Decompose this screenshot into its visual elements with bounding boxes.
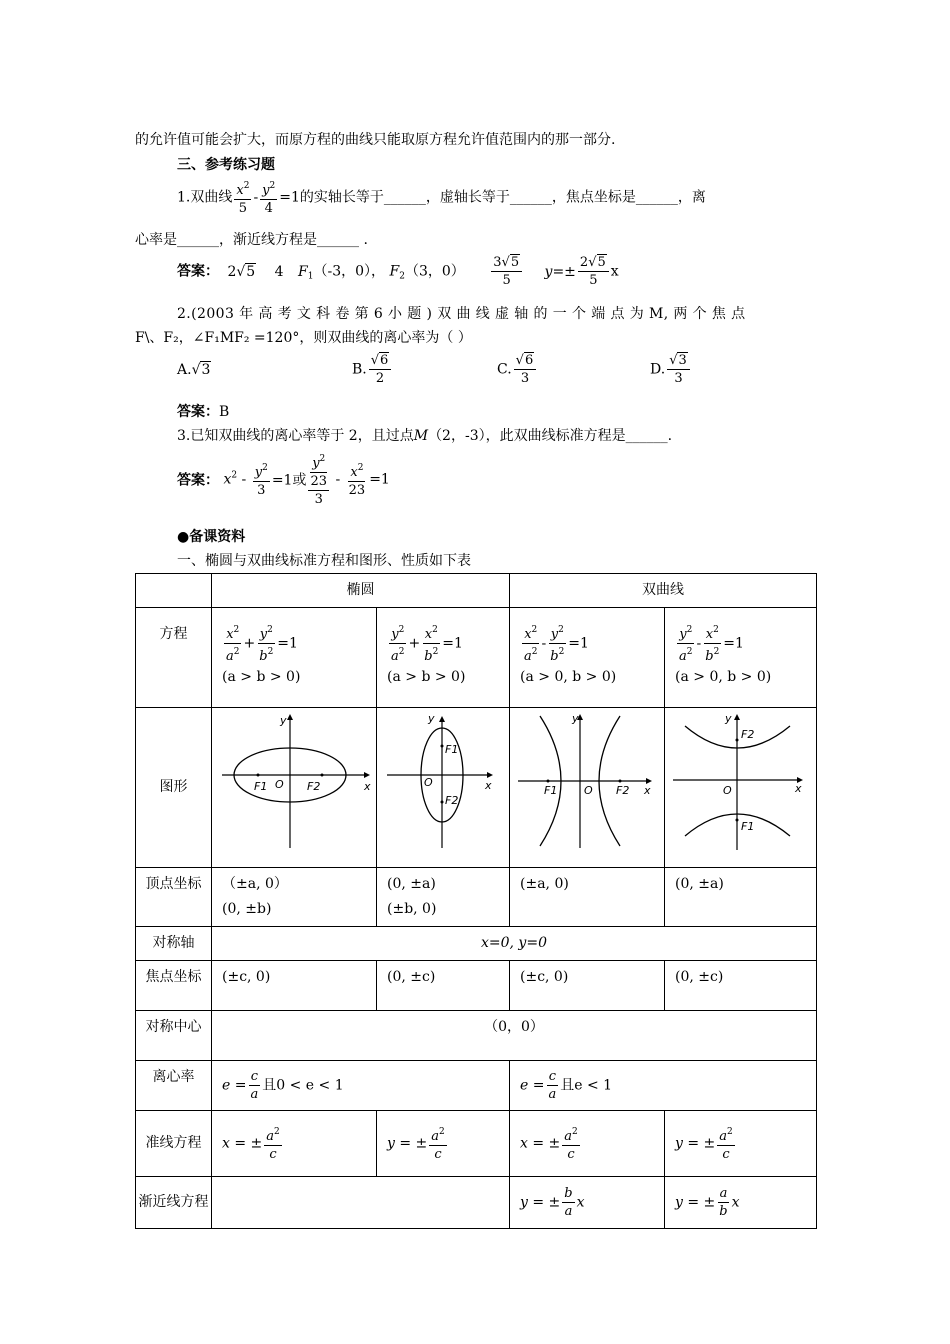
row-label-asymptote: 渐近线方程 xyxy=(136,1177,212,1229)
q3-blank[interactable]: ______ xyxy=(625,428,668,444)
directrix-3: x = ± $\frac{a^2}{c}$ xyxy=(510,1111,665,1177)
svg-text:O: O xyxy=(275,778,284,791)
center-value: （0，0） xyxy=(212,1011,817,1061)
q1-blank-4[interactable]: ______ xyxy=(177,232,219,248)
svg-text:F2: F2 xyxy=(445,794,459,807)
focus-4: (0, ±c) xyxy=(665,961,817,1011)
q1-prefix: 1.双曲线 xyxy=(177,189,233,206)
svg-text:x: x xyxy=(364,780,371,793)
svg-text:x: x xyxy=(644,784,651,797)
q1-blank-1[interactable]: ______ xyxy=(383,189,426,206)
svg-text:y: y xyxy=(428,712,435,725)
row-label-directrix: 准线方程 xyxy=(136,1111,212,1177)
row-label-eccentricity: 离心率 xyxy=(136,1061,212,1111)
a1-ecc-frac: $\frac{3√5}{5}$ xyxy=(491,254,522,289)
focus-2: (0, ±c) xyxy=(377,961,510,1011)
asym-hyperbola-vertical: y = ± $\frac{a}{b}$ x xyxy=(665,1177,817,1229)
vertex-2: (0, ±a) (±b, 0) xyxy=(377,868,510,927)
axis-value: x=0, y=0 xyxy=(212,927,817,961)
svg-text:F1: F1 xyxy=(254,780,268,793)
hyperbola-horizontal-graph xyxy=(510,708,665,858)
eq-ellipse-vertical: $\frac{y^2}{a^2}$ + $\frac{x^2}{b^2}$ =1 (a > b > 0) xyxy=(377,608,510,708)
eq-ellipse-horizontal: $\frac{x^2}{a^2}$ + $\frac{y^2}{b^2}$ =1 (a > b > 0) xyxy=(212,608,377,708)
vertex-1: （±a, 0） (0, ±b) xyxy=(212,868,377,927)
row-label-figure: 图形 xyxy=(136,708,212,868)
header-ellipse: 椭圆 xyxy=(212,574,510,608)
prep-subtitle: 一、椭圆与双曲线标准方程和图形、性质如下表 xyxy=(177,553,471,569)
cond-3: (a > 0, b > 0) xyxy=(520,669,617,685)
ellipse-vertical-graph xyxy=(377,708,510,858)
prep-title: ●备课资料 xyxy=(177,529,246,545)
answer-2: 答案：B xyxy=(177,404,230,420)
ecc-ellipse: e = $\frac{c}{a}$ 且0 < e < 1 xyxy=(212,1061,510,1111)
directrix-4: y = ± $\frac{a^2}{c}$ xyxy=(665,1111,817,1177)
asym-hyperbola-horizontal: y = ± $\frac{b}{a}$ x xyxy=(510,1177,665,1229)
a1-asym-frac: $\frac{2√5}{5}$ xyxy=(578,254,609,289)
table-corner xyxy=(136,574,212,608)
svg-text:y: y xyxy=(572,712,579,725)
q2-option-a[interactable]: A.√3 xyxy=(177,362,211,378)
question-1: 1.双曲线 $\frac{x^2}{5}$ - $\frac{y^2}{4}$ =1的实轴长等于______，虚轴长等于______，焦点坐标是______，离 xyxy=(177,178,706,217)
svg-text:F1: F1 xyxy=(445,743,459,756)
svg-text:F2: F2 xyxy=(616,784,630,797)
svg-text:F1: F1 xyxy=(741,820,755,833)
q2-option-b[interactable]: B. $\frac{√6}{2}$ xyxy=(352,352,393,387)
answer-1: 答案： 2√5 4 $F_1(-3$，0）， $F_2(3$，0） $\frac{3√5}{5}$ y=± $\frac{2√5}{5}$ x xyxy=(177,255,619,288)
svg-text:F1: F1 xyxy=(544,784,558,797)
ecc-hyperbola: e = $\frac{c}{a}$ 且e < 1 xyxy=(510,1061,817,1111)
eq-hyperbola-horizontal: $\frac{x^2}{a^2}$ - $\frac{y^2}{b^2}$ =1 (a > 0, b > 0) xyxy=(510,608,665,708)
figure-hyperbola-horizontal xyxy=(510,708,665,868)
section3-title: 三、参考练习题 xyxy=(177,157,275,173)
svg-text:y: y xyxy=(280,714,287,727)
focus-1: (±c, 0) xyxy=(212,961,377,1011)
hyperbola-vertical-graph xyxy=(665,708,817,858)
question-1-line2: 心率是______，渐近线方程是______ . xyxy=(135,232,368,248)
svg-text:y: y xyxy=(725,712,732,725)
header-hyperbola: 双曲线 xyxy=(510,574,817,608)
figure-ellipse-horizontal xyxy=(212,708,377,868)
figure-hyperbola-vertical xyxy=(665,708,817,868)
ellipse-horizontal-graph xyxy=(212,708,377,858)
row-label-center: 对称中心 xyxy=(136,1011,212,1061)
q2-option-d[interactable]: D. $\frac{√3}{3}$ xyxy=(650,352,692,387)
question-3: 3.已知双曲线的离心率等于 2，且过点M（2，-3），此双曲线标准方程是______. xyxy=(177,428,673,444)
row-label-vertex: 顶点坐标 xyxy=(136,868,212,927)
eq-hyperbola-vertical: $\frac{y^2}{a^2}$ - $\frac{x^2}{b^2}$ =1 (a > 0, b > 0) xyxy=(665,608,817,708)
conic-comparison-table xyxy=(135,573,817,1229)
q1-blank-5[interactable]: ______ xyxy=(317,232,359,248)
q1-blank-3[interactable]: ______ xyxy=(635,189,678,206)
figure-ellipse-vertical xyxy=(377,708,510,868)
row-label-focus: 焦点坐标 xyxy=(136,961,212,1011)
svg-text:x: x xyxy=(795,782,802,795)
svg-text:x: x xyxy=(485,779,492,792)
focus-3: (±c, 0) xyxy=(510,961,665,1011)
row-label-axis: 对称轴 xyxy=(136,927,212,961)
row-label-equation: 方程 xyxy=(136,608,212,708)
q1-blank-2[interactable]: ______ xyxy=(509,189,552,206)
q1-frac-y: $\frac{y^2}{4}$ xyxy=(260,178,277,217)
svg-text:O: O xyxy=(424,776,433,789)
q2-option-c[interactable]: C. $\frac{√6}{3}$ xyxy=(497,352,538,387)
cond-1: (a > b > 0) xyxy=(222,669,301,685)
svg-text:O: O xyxy=(584,784,593,797)
vertex-4: (0, ±a) xyxy=(665,868,817,927)
q1-frac-x: $\frac{x^2}{5}$ xyxy=(234,178,251,217)
directrix-1: x = ± $\frac{a^2}{c}$ xyxy=(212,1111,377,1177)
svg-text:O: O xyxy=(723,784,732,797)
question-2-line2: F\、F₂，∠F₁MF₂ =120°，则双曲线的离心率为（ ） xyxy=(135,330,472,346)
question-2-line1: 2.(2003 年 高 考 文 科 卷 第 6 小 题 ) 双 曲 线 虚 轴 的 一 个 端 点 为 M, 两 个 焦 点 xyxy=(177,306,746,322)
cond-4: (a > 0, b > 0) xyxy=(675,669,772,685)
intro-text: 的允许值可能会扩大，而原方程的曲线只能取原方程允许值范围内的那一部分. xyxy=(135,132,616,148)
asym-ellipse xyxy=(212,1177,510,1229)
answer-3: 答案： $x^2$ - $\frac{y^2}{3}$ =1或 $y^2$ 23 3 - $\frac{x^2}{23}$ =1 xyxy=(177,451,390,508)
svg-text:F2: F2 xyxy=(741,728,755,741)
svg-text:F2: F2 xyxy=(307,780,321,793)
vertex-3: (±a, 0) xyxy=(510,868,665,927)
cond-2: (a > b > 0) xyxy=(387,669,466,685)
directrix-2: y = ± $\frac{a^2}{c}$ xyxy=(377,1111,510,1177)
